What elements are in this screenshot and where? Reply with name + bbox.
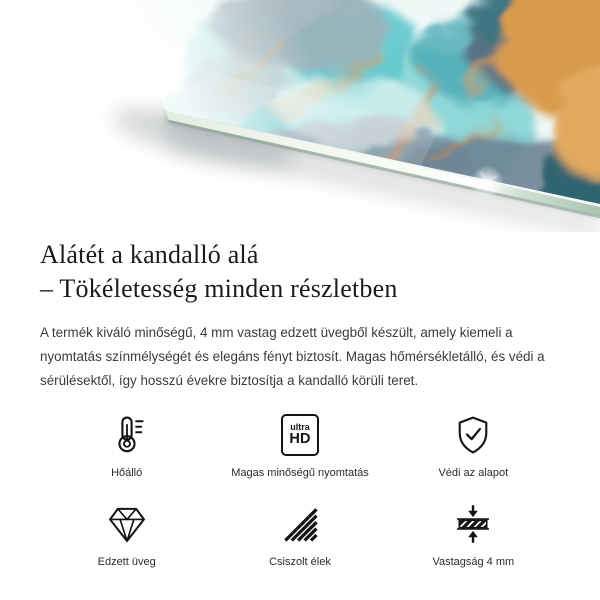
title-line-2: – Tökéletesség minden részletben xyxy=(40,274,398,304)
feature-hd-print xyxy=(213,412,386,479)
title-line-1: Alátét a kandalló alá xyxy=(40,240,259,269)
product-description-block xyxy=(0,238,600,568)
product-image xyxy=(0,0,600,232)
ultra-hd-icon xyxy=(281,412,319,458)
feature-polished-edges xyxy=(213,501,386,568)
feature-label: Csiszolt élek xyxy=(269,555,331,568)
uhd-badge-bottom: HD xyxy=(289,430,311,447)
feature-heat-resistant xyxy=(40,412,213,479)
polished-edges-icon xyxy=(278,501,322,547)
feature-thickness xyxy=(387,501,560,568)
shield-check-icon xyxy=(451,412,495,458)
feature-label: Magas minőségű nyomtatás xyxy=(231,466,369,479)
thermometer-icon xyxy=(105,412,149,458)
feature-label: Edzett üveg xyxy=(97,555,156,568)
feature-protects-base xyxy=(387,412,560,479)
page-title xyxy=(40,238,560,307)
diamond-icon xyxy=(105,501,149,547)
product-description-text: A termék kiváló minőségű, 4 mm vastag edzett üvegből készült, amely kiemeli a nyomtatás színmélységét és elegáns fényt biztosít. Magas hőmérsékletálló, és védi a sérülésektől, így hosszú évekre biztosítja a kandalló körüli teret. xyxy=(40,324,545,388)
feature-label: Vastagság 4 mm xyxy=(432,555,515,568)
feature-label: Hőálló xyxy=(111,466,143,479)
feature-grid xyxy=(40,412,560,568)
feature-tempered-glass xyxy=(40,501,213,568)
thickness-icon xyxy=(451,501,495,547)
feature-label: Védi az alapot xyxy=(438,466,509,479)
glass-panel-illustration xyxy=(0,0,600,232)
uhd-badge-top: ultra xyxy=(290,421,310,432)
